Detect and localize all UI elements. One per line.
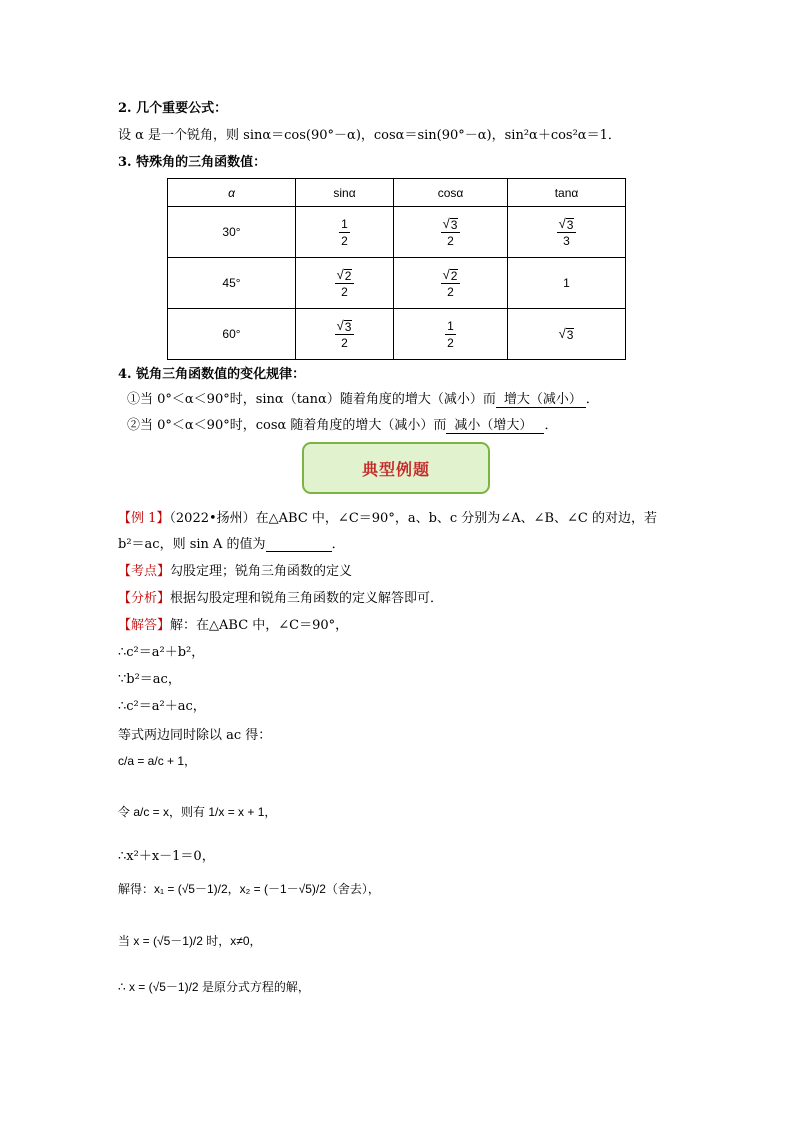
- solution-step-5: c/a = a/c + 1，: [118, 754, 197, 768]
- solution-step-9: 当 x = (√5－1)/2 时，x≠0，: [118, 934, 262, 948]
- typical-examples-banner: [302, 442, 490, 494]
- solution-step-8: 解得：x₁ = (√5－1)/2，x₂ = (－1－√5)/2（舍去），: [118, 882, 380, 896]
- table-header-sin: sinα: [296, 179, 394, 207]
- solution-step-6: 令 a/c = x，则有 1/x = x + 1，: [118, 805, 277, 819]
- jieda-line: 【解答】解：在△ABC 中，∠C＝90°，: [118, 618, 349, 633]
- table-header-row: [168, 179, 626, 207]
- sqrt-symbol: √ 2: [442, 266, 458, 283]
- sqrt-symbol: √ 2: [336, 266, 352, 283]
- solution-step-10: ∴ x = (√5－1)/2 是原分式方程的解，: [118, 980, 310, 994]
- rule-1-answer: 增大（减小）: [496, 392, 586, 408]
- section-3-heading: 3. 特殊角的三角函数值：: [118, 155, 267, 170]
- example-source: （2022•扬州）: [169, 511, 256, 526]
- answer-blank: [266, 537, 332, 552]
- fraction: √ 3 2: [335, 319, 355, 350]
- example-tag: 【例 1】: [118, 511, 170, 526]
- fraction: $\frac{1}{2}$: [447, 318, 454, 350]
- sqrt-symbol: √ 3: [558, 215, 574, 232]
- fraction: $\frac{1}{2}$: [341, 216, 348, 248]
- table-row: [168, 258, 626, 309]
- table-cell-angle: 60°: [168, 309, 296, 360]
- table-cell-angle: 30°: [168, 207, 296, 258]
- special-angle-table: [167, 178, 626, 360]
- table-cell-sin: [296, 258, 394, 309]
- table-cell-angle: 45°: [168, 258, 296, 309]
- table-row: [168, 309, 626, 360]
- table-header-cos: cosα: [394, 179, 508, 207]
- solution-step-3: ∴c²＝a²＋ac，: [118, 699, 206, 714]
- table-cell-cos: [394, 258, 508, 309]
- fraction: √ 2 2: [441, 268, 461, 299]
- table-cell-tan: [508, 207, 626, 258]
- example-question: 在△ABC 中，∠C＝90°，a、b、c 分别为∠A、∠B、∠C 的对边，若: [255, 511, 657, 526]
- section-4-heading: 4. 锐角三角函数值的变化规律：: [118, 367, 306, 382]
- example-question-line-1: [118, 507, 657, 526]
- table-header-tan: tanα: [508, 179, 626, 207]
- solution-step-2: ∵b²＝ac，: [118, 672, 181, 687]
- section-2-heading: 2. 几个重要公式：: [118, 101, 228, 116]
- rule-2-answer: 减小（增大）: [446, 418, 544, 434]
- solution-step-1: ∴c²＝a²＋b²，: [118, 645, 205, 660]
- rule-1: ①当 0°＜α＜90°时，sinα（tanα）随着角度的增大（减小）而 增大（减小） ．: [127, 392, 599, 407]
- sqrt-symbol: √ 3: [442, 215, 458, 232]
- sqrt-symbol: √ 3: [336, 317, 352, 334]
- fraction: √ 2 2: [335, 268, 355, 299]
- table-cell-sin: [296, 207, 394, 258]
- table-cell-tan: [508, 309, 626, 360]
- fraction: √ 3 2: [441, 217, 461, 248]
- rule-2: ②当 0°＜α＜90°时，cosα 随着角度的增大（减小）而 减小（增大） ．: [127, 418, 558, 433]
- fenxi-line: 【分析】根据勾股定理和锐角三角函数的定义解答即可．: [118, 591, 444, 606]
- fraction: √ 3 3: [557, 217, 577, 248]
- table-header-alpha: α: [168, 179, 296, 207]
- kaodian-line: 【考点】勾股定理；锐角三角函数的定义: [118, 564, 353, 579]
- banner-title: 典型例题: [361, 459, 430, 479]
- table-cell-cos: [394, 207, 508, 258]
- kaodian-tag: 【考点】: [118, 564, 171, 579]
- fenxi-tag: 【分析】: [118, 591, 171, 606]
- table-row: [168, 207, 626, 258]
- table-cell-tan: 1: [508, 258, 626, 309]
- table-cell-cos: [394, 309, 508, 360]
- solution-step-7: ∴x²＋x－1＝0，: [118, 849, 215, 864]
- table-cell-sin: [296, 309, 394, 360]
- example-question-line-2: b²＝ac，则 sin A 的值为 ．: [118, 537, 345, 552]
- jieda-tag: 【解答】: [118, 618, 171, 633]
- section-2-formula: 设 α 是一个锐角，则 sinα＝cos(90°－α)，cosα＝sin(90°－α)，sin²α＋cos²α＝1．: [118, 128, 621, 143]
- solution-step-4: 等式两边同时除以 ac 得：: [118, 728, 272, 743]
- sqrt-symbol: √ 3: [558, 326, 574, 342]
